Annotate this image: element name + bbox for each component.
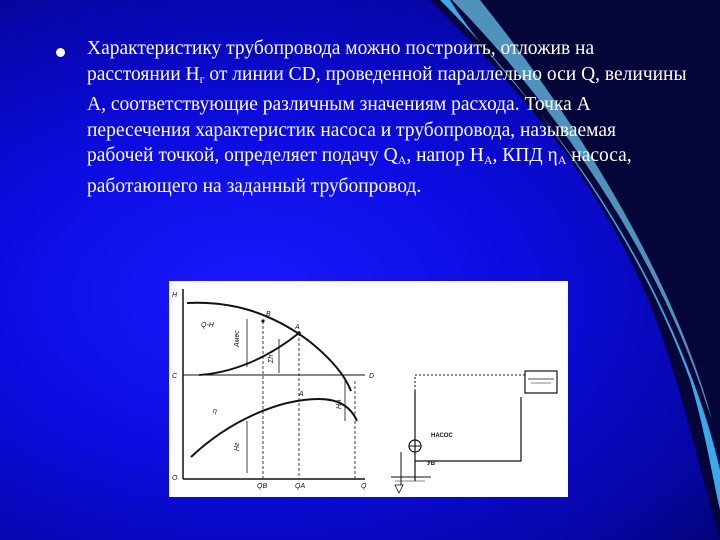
qa-label: QA (295, 483, 306, 490)
paragraph-part3: , напор H (406, 145, 484, 166)
paragraph-part2: от линии CD, проведенной параллельно оси Q, величины A, соответствующие различным значениям расхода. Точка A пересечения характеристик насоса и трубопровода, называемая рабочей точкой, определяет подачу Q (87, 63, 687, 166)
a-measure-label: Aмес (234, 330, 241, 347)
body-paragraph (87, 36, 687, 199)
diagram-svg (169, 281, 568, 497)
a-point-label: A (299, 391, 304, 398)
paragraph-sub2: A (397, 153, 407, 167)
pump-pipeline-diagram (169, 281, 568, 497)
h-axis-label: H (172, 292, 178, 299)
a-top-label: A (295, 324, 300, 331)
c-point-label: C (172, 373, 178, 380)
d-point-label: D (369, 373, 375, 380)
bullet-point (56, 48, 65, 57)
pump-label: НАСОС (431, 433, 453, 439)
b-point-label: B (266, 311, 271, 318)
point-a-marker (297, 331, 301, 335)
pipeline-curve (199, 333, 299, 375)
paragraph-sub3: A (483, 153, 493, 167)
paragraph-part5: насоса, работающего на заданный трубопровод. (87, 145, 632, 197)
pipe-rising (415, 397, 521, 461)
paragraph-part4: , КПД η (492, 145, 558, 166)
upper-tank (525, 371, 557, 393)
qb-label: QB (257, 483, 268, 490)
paragraph-part1: Характеристику трубопровода можно построить, отложив на расстоянии H (87, 38, 595, 85)
paragraph-sub1: г (199, 71, 205, 86)
level-triangle (395, 485, 403, 493)
pipe-top (415, 375, 525, 391)
q-axis-label: Q (361, 483, 367, 490)
ha-label: HA (336, 399, 343, 409)
hg-label: Hг (234, 442, 241, 451)
qh-curve-label: Q-H (201, 322, 214, 329)
point-b-marker (261, 319, 264, 322)
zh-label: Σh (268, 354, 275, 363)
paragraph-sub4: A (557, 153, 567, 167)
o-point-label: O (172, 475, 178, 482)
ub-label: УВ (427, 461, 436, 467)
eta-curve-label: η (213, 408, 217, 415)
